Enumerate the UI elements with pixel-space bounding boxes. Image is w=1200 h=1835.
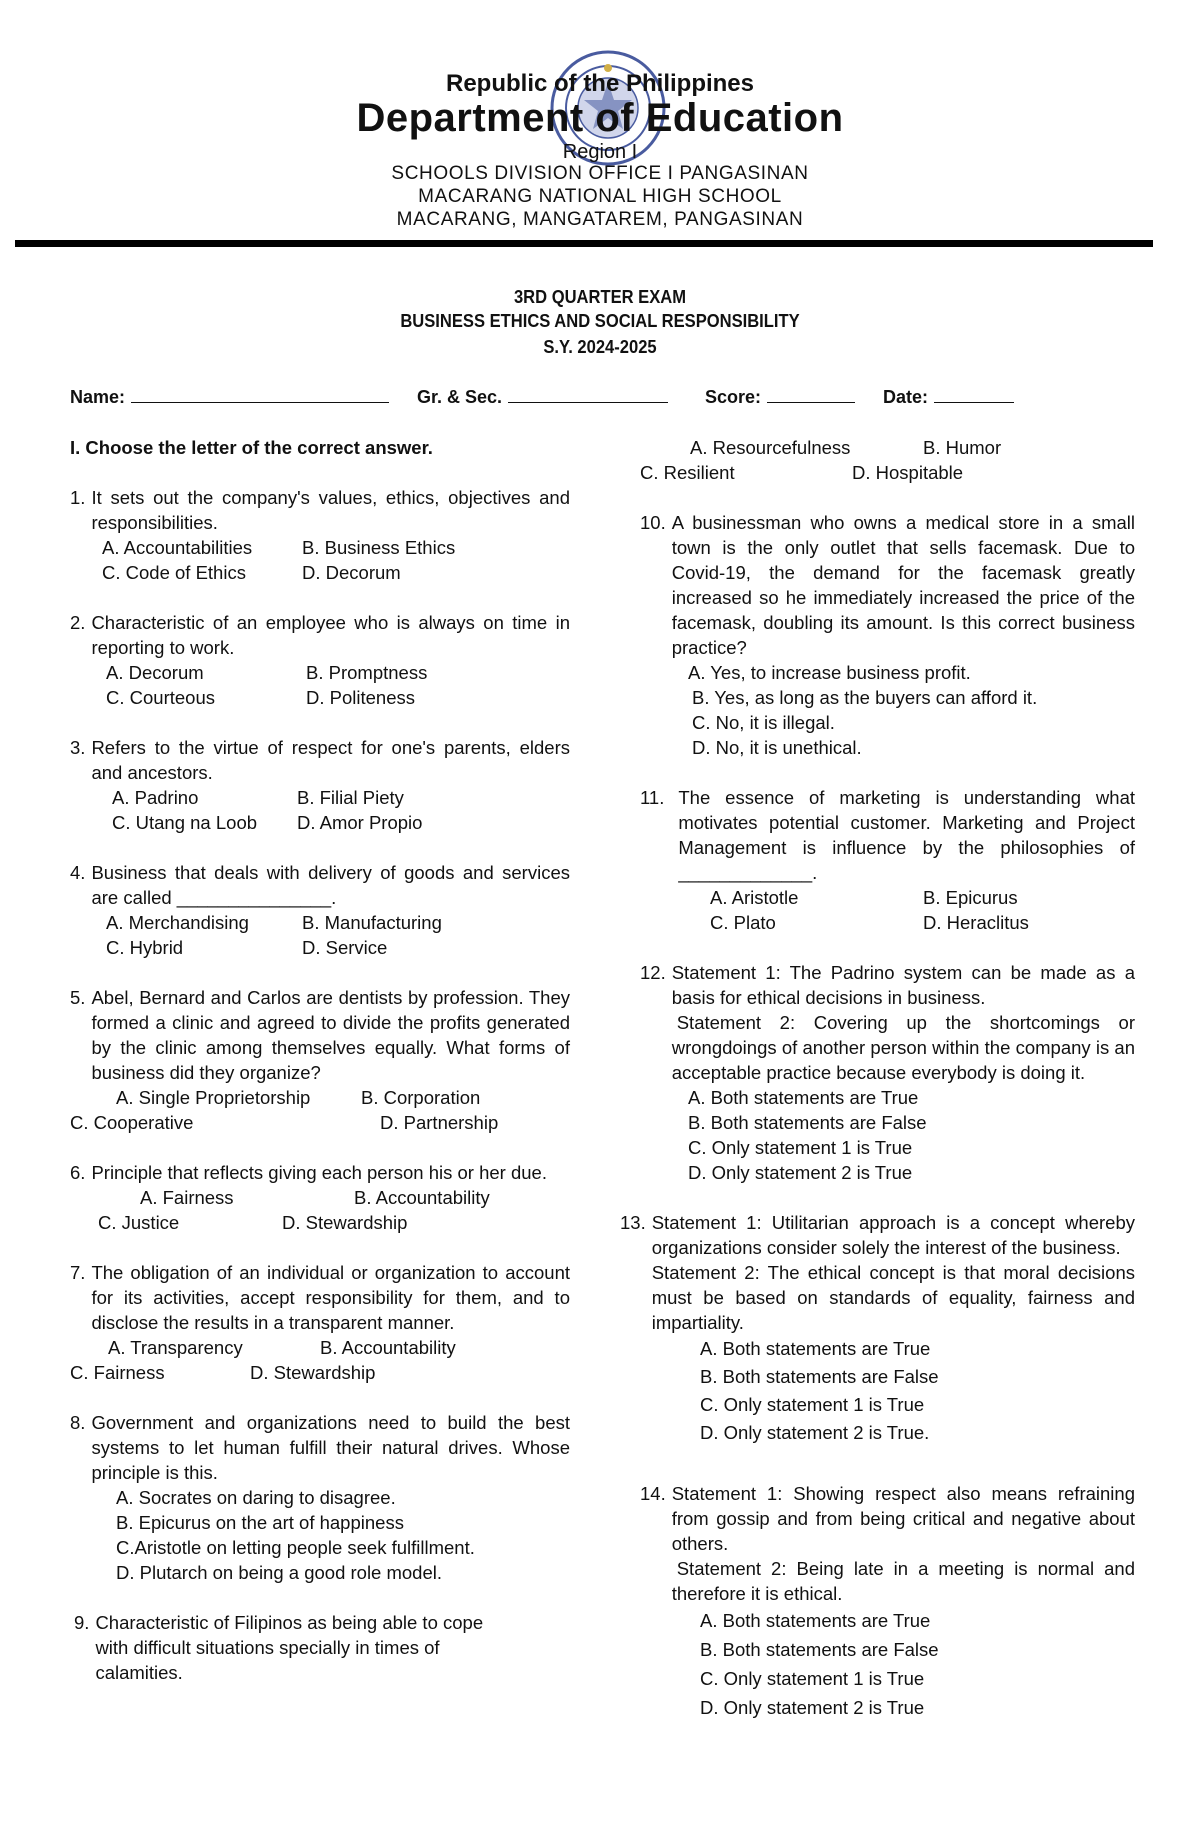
question-stem: The essence of marketing is understanding what motivates potential customer. Marketing and Project Management is influence by the philosophies of _____________.: [678, 787, 1135, 883]
option-b[interactable]: B. Yes, as long as the buyers can afford it.: [692, 687, 1038, 708]
date-label: Date:: [883, 387, 929, 407]
score-blank[interactable]: [767, 388, 855, 403]
question-number: 6.: [70, 1162, 86, 1183]
option-b[interactable]: B. Epicurus on the art of happiness: [116, 1512, 404, 1533]
option-b[interactable]: B. Accountability: [320, 1337, 456, 1358]
question-5: [70, 985, 570, 1135]
question-3: [70, 735, 570, 835]
option-c[interactable]: C. Plato: [710, 912, 776, 933]
question-number: 4.: [70, 862, 86, 883]
option-d[interactable]: D. Stewardship: [250, 1362, 376, 1383]
option-a[interactable]: A. Both statements are True: [700, 1610, 931, 1631]
name-label: Name:: [70, 387, 126, 407]
option-d[interactable]: D. Only statement 2 is True.: [700, 1422, 930, 1443]
option-d[interactable]: D. Heraclitus: [923, 912, 1029, 933]
name-blank[interactable]: [131, 388, 389, 403]
option-b[interactable]: B. Promptness: [306, 662, 428, 683]
option-d[interactable]: D. Hospitable: [852, 462, 964, 483]
option-b[interactable]: B. Manufacturing: [302, 912, 442, 933]
grade-section-blank[interactable]: [508, 388, 668, 403]
grade-section-label: Gr. & Sec.: [417, 387, 503, 407]
option-c[interactable]: C. No, it is illegal.: [692, 712, 835, 733]
option-a[interactable]: A. Aristotle: [710, 887, 799, 908]
option-b[interactable]: B. Filial Piety: [297, 787, 404, 808]
question-stem: Abel, Bernard and Carlos are dentists by profession. They formed a clinic and agreed to divide the profits generated by the clinic among themselves equally. What forms of business did they organize?: [91, 987, 570, 1083]
question-2: [70, 610, 570, 710]
left-column: [70, 435, 570, 1710]
question-14: [640, 1481, 1135, 1722]
question-number: 13.: [620, 1212, 646, 1233]
question-stem: Government and organizations need to build the best systems to let human fulfill their natural drives. Whose principle is this.: [91, 1412, 570, 1483]
question-stem: It sets out the company's values, ethics, objectives and responsibilities.: [91, 487, 570, 533]
option-c[interactable]: C.Aristotle on letting people seek fulfillment.: [116, 1537, 475, 1558]
score-label: Score:: [705, 387, 762, 407]
question-11: [640, 785, 1135, 935]
question-9-options: [620, 435, 1135, 485]
option-b[interactable]: B. Accountability: [354, 1187, 490, 1208]
option-a[interactable]: A. Yes, to increase business profit.: [688, 662, 971, 683]
statement-2: Statement 2: Covering up the shortcomings or wrongdoings of another person within the company is an acceptable practice because everybody is doing it.: [671, 1012, 1135, 1083]
question-stem: Characteristic of an employee who is always on time in reporting to work.: [91, 612, 570, 658]
question-number: 5.: [70, 987, 86, 1008]
question-number: 14.: [640, 1483, 666, 1504]
question-stem: Characteristic of Filipinos as being able to cope with difficult situations specially in times of calamities.: [95, 1612, 484, 1683]
statement-1: Statement 1: Utilitarian approach is a concept whereby organizations consider solely the interest of the business.: [651, 1212, 1135, 1258]
option-b[interactable]: B. Both statements are False: [700, 1639, 939, 1660]
option-a[interactable]: A. Single Proprietorship: [116, 1087, 311, 1108]
republic-heading: Republic of the Philippines: [445, 70, 754, 97]
option-d[interactable]: D. No, it is unethical.: [692, 737, 862, 758]
option-a[interactable]: A. Padrino: [112, 787, 199, 808]
region-heading: Region I: [562, 141, 638, 163]
option-d[interactable]: D. Decorum: [302, 562, 401, 583]
question-stem: Principle that reflects giving each person his or her due.: [91, 1162, 547, 1183]
option-a[interactable]: A. Both statements are True: [688, 1087, 919, 1108]
question-number: 12.: [640, 962, 666, 983]
option-c[interactable]: C. Fairness: [70, 1362, 165, 1383]
letterhead-divider: [15, 240, 1153, 247]
option-c[interactable]: C. Only statement 1 is True: [700, 1668, 925, 1689]
option-d[interactable]: D. Amor Propio: [297, 812, 423, 833]
question-number: 8.: [70, 1412, 86, 1433]
question-number: 9.: [74, 1612, 90, 1633]
statement-1: Statement 1: Showing respect also means refraining from gossip and from being critical and negative about others.: [671, 1483, 1135, 1554]
option-a[interactable]: A. Merchandising: [106, 912, 249, 933]
question-stem: A businessman who owns a medical store in a small town is the only outlet that sells facemask. Due to Covid-19, the demand for the facemask greatly increased so he immediately increased the price of the facemask, doubling its amount. Is this correct business practice?: [671, 512, 1135, 658]
question-stem: Business that deals with delivery of goods and services are called _______________.: [91, 862, 570, 908]
option-d[interactable]: D. Stewardship: [282, 1212, 408, 1233]
school-heading: MACARANG NATIONAL HIGH SCHOOL: [418, 186, 782, 207]
statement-2: Statement 2: The ethical concept is that moral decisions must be based on standards of equality, fairness and impartiality.: [651, 1262, 1135, 1333]
option-c[interactable]: C. Cooperative: [70, 1112, 194, 1133]
school-year: S.Y. 2024-2025: [543, 337, 657, 357]
option-c[interactable]: C. Code of Ethics: [102, 562, 246, 583]
question-number: 11.: [640, 787, 665, 808]
question-number: 10.: [640, 512, 666, 533]
option-b[interactable]: B. Humor: [923, 437, 1002, 458]
question-stem: Refers to the virtue of respect for one's parents, elders and ancestors.: [91, 737, 570, 783]
question-13: [620, 1210, 1135, 1447]
option-d[interactable]: D. Plutarch on being a good role model.: [116, 1562, 443, 1583]
option-a[interactable]: A. Accountabilities: [102, 537, 253, 558]
option-c[interactable]: C. Courteous: [106, 687, 215, 708]
option-c[interactable]: C. Resilient: [640, 462, 735, 483]
question-4: [70, 860, 570, 960]
directions: I. Choose the letter of the correct answer.: [70, 437, 433, 458]
date-blank[interactable]: [934, 388, 1014, 403]
option-d[interactable]: D. Service: [302, 937, 388, 958]
option-a[interactable]: A. Socrates on daring to disagree.: [116, 1487, 396, 1508]
option-d[interactable]: D. Politeness: [306, 687, 415, 708]
question-10: [640, 510, 1135, 760]
option-b[interactable]: B. Both statements are False: [688, 1112, 927, 1133]
option-b[interactable]: B. Corporation: [361, 1087, 481, 1108]
option-d[interactable]: D. Partnership: [380, 1112, 499, 1133]
option-b[interactable]: B. Epicurus: [923, 887, 1018, 908]
exam-title: 3RD QUARTER EXAM: [513, 287, 687, 307]
exam-subject: BUSINESS ETHICS AND SOCIAL RESPONSIBILITY: [400, 311, 800, 331]
option-d[interactable]: D. Only statement 2 is True: [688, 1162, 913, 1183]
option-c[interactable]: C. Justice: [98, 1212, 180, 1233]
score-field[interactable]: [705, 387, 855, 408]
option-c[interactable]: C. Utang na Loob: [112, 812, 258, 833]
statement-1: Statement 1: The Padrino system can be made as a basis for ethical decisions in business.: [671, 962, 1135, 1008]
option-c[interactable]: C. Hybrid: [106, 937, 184, 958]
name-field[interactable]: [70, 387, 389, 408]
school-address: MACARANG, MANGATAREM, PANGASINAN: [396, 209, 804, 230]
option-a[interactable]: A. Resourcefulness: [690, 437, 851, 458]
option-a[interactable]: A. Transparency: [108, 1337, 243, 1358]
option-c[interactable]: C. Only statement 1 is True: [688, 1137, 913, 1158]
question-12: [640, 960, 1135, 1185]
question-6: [70, 1160, 570, 1235]
question-number: 3.: [70, 737, 86, 758]
question-9: [74, 1610, 514, 1685]
question-number: 2.: [70, 612, 86, 633]
option-a[interactable]: A. Fairness: [140, 1187, 234, 1208]
date-field[interactable]: [883, 387, 1014, 408]
question-8: [70, 1410, 570, 1585]
option-a[interactable]: A. Decorum: [106, 662, 204, 683]
department-heading: Department of Education: [356, 96, 844, 140]
question-number: 1.: [70, 487, 86, 508]
question-7: [70, 1260, 570, 1385]
option-b[interactable]: B. Both statements are False: [700, 1366, 939, 1387]
question-number: 7.: [70, 1262, 86, 1283]
statement-2: Statement 2: Being late in a meeting is normal and therefore it is ethical.: [671, 1558, 1135, 1604]
option-c[interactable]: C. Only statement 1 is True: [700, 1394, 925, 1415]
option-d[interactable]: D. Only statement 2 is True: [700, 1697, 925, 1718]
grade-section-field[interactable]: [417, 387, 668, 408]
option-a[interactable]: A. Both statements are True: [700, 1338, 931, 1359]
question-stem: The obligation of an individual or organization to account for its activities, accept responsibility for them, and to disclose the results in a transparent manner.: [91, 1262, 570, 1333]
division-heading: SCHOOLS DIVISION OFFICE I PANGASINAN: [391, 163, 809, 184]
right-column: [620, 435, 1135, 1747]
option-b[interactable]: B. Business Ethics: [302, 537, 456, 558]
question-1: [70, 485, 570, 585]
